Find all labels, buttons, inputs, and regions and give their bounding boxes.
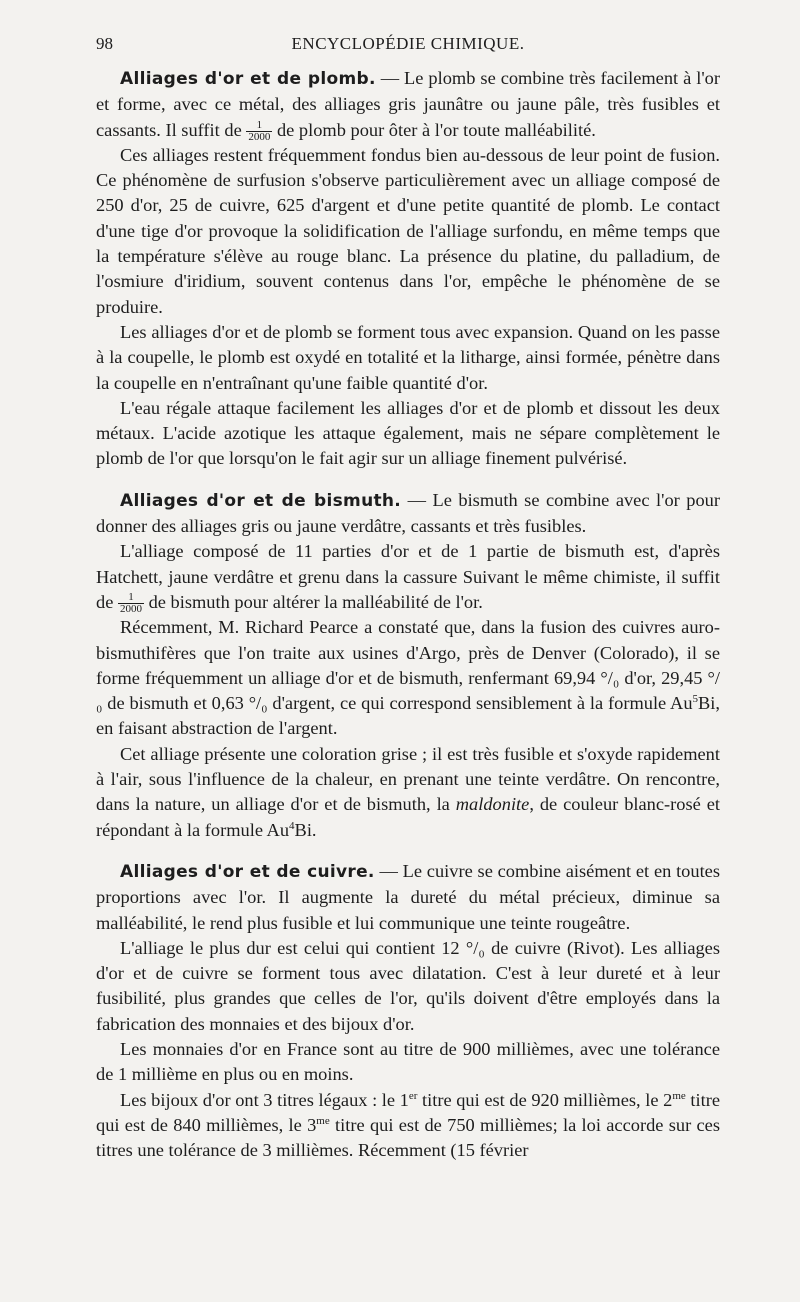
text-span: — Le bismuth se combine avec l'or pour donner des alliages gris ou jaune verdâtre, cassants et très fusibles.	[96, 489, 720, 537]
text-span: de bismuth pour altérer la malléabilité de l'or.	[143, 591, 483, 612]
mineral-name: maldonite	[455, 794, 530, 815]
section-heading-plomb: Alliages d'or et de plomb.	[120, 69, 376, 89]
paragraph: Les monnaies d'or en France sont au titre de 900 millièmes, avec une tolérance de 1 millième en plus ou en moins.	[96, 1038, 720, 1085]
fraction-denominator: 2000	[119, 603, 142, 616]
paragraph: L'alliage le plus dur est celui qui contient 12 °/₀ de cuivre (Rivot). Les alliages d'or et de cuivre se forment tous avec dilatation. C'est à leur dureté et à leur fusibilité, plus grandes que celles de l'or, qu'ils doivent d'être employés dans la fabrication des monnaies et des bijoux d'or.	[96, 937, 720, 1034]
fraction-numerator: 1	[118, 592, 144, 604]
page-body	[96, 66, 720, 1163]
paragraph	[96, 539, 720, 615]
text-span: L'alliage composé de 11 parties d'or et de 1 partie de bismuth est, d'après Hatchett, jaune verdâtre et grenu dans la cassure Suivant le même chimiste, il suffit de	[96, 541, 720, 612]
running-title: ENCYCLOPÉDIE CHIMIQUE.	[291, 34, 525, 53]
text-span: titre qui est de 840 millièmes, le 3	[96, 1089, 720, 1135]
text-span: Les bijoux d'or ont 3 titres légaux : le 1	[120, 1089, 409, 1110]
fraction-numerator: 1	[246, 120, 272, 132]
text-span: — Le cuivre se combine aisément et en toutes proportions avec l'or. Il augmente la dureté du métal précieux, diminue sa malléabilité, le rend plus fusible et lui communique une teinte rougeâtre.	[96, 860, 721, 933]
page-number: 98	[96, 34, 113, 53]
text-span: titre qui est de 750 millièmes; la loi accorde sur ces titres une tolérance de 3 millièmes. Récemment (15 février	[96, 1114, 720, 1161]
page-header	[96, 34, 720, 58]
fraction	[246, 120, 272, 143]
paragraph: Les alliages d'or et de plomb se forment tous avec expansion. Quand on les passe à la coupelle, le plomb est oxydé en totalité et la litharge, ainsi formée, pénètre dans la coupelle en n'entraînant qu'une faible quantité d'or.	[96, 321, 720, 393]
text-span: Récemment, M. Richard Pearce a constaté que, dans la fusion des cuivres auro-bismuthifères que l'on traite aux usines d'Argo, près de Denver (Colorado), il se forme fréquemment un alliage d'or et de bismuth, renfermant 69,94 °/₀ d'or, 29,45 °/₀ de bismuth et 0,63 °/₀ d'argent, ce qui correspond sensiblement à la formule Au	[96, 617, 720, 714]
paragraph	[96, 742, 720, 843]
text-span: — Le plomb se combine très facilement à l'or et forme, avec ce métal, des alliages gris jaunâtre ou jaune pâle, très fusibles et cassants. Il suffit de	[96, 68, 720, 140]
text-span: Bi, en faisant abstraction de l'argent.	[96, 693, 720, 739]
paragraph	[96, 615, 720, 741]
text-span: Cet alliage présente une coloration grise ; il est très fusible et s'oxyde rapidement à l'air, sous l'influence de la chaleur, en prenant une teinte verdâtre. On rencontre, dans la nature, un alliage d'or et de bismuth, la	[96, 743, 720, 815]
text-span: titre qui est de 920 millièmes, le 2	[417, 1089, 673, 1110]
fraction-denominator: 2000	[248, 130, 271, 143]
fraction	[118, 592, 144, 615]
paragraph	[96, 1088, 720, 1164]
section-heading-cuivre: Alliages d'or et de cuivre.	[120, 861, 375, 882]
paragraph-cuivre-intro	[96, 859, 720, 936]
paragraph: Ces alliages restent fréquemment fondus bien au-dessous de leur point de fusion. Ce phénomène de surfusion s'observe particulièrement avec un alliage composé de 250 d'or, 25 de cuivre, 625 d'argent et d'une petite quantité de plomb. Le contact d'une tige d'or provoque la solidification de l'alliage surfondu, en même temps que la température s'élève au rouge blanc. La présence du platine, du palladium, de l'osmiure d'iridium, souvent contenus dans l'or, empêche le phénomène de se produire.	[96, 144, 720, 317]
superscript: me	[672, 1089, 686, 1102]
text-span: Bi.	[294, 819, 317, 840]
superscript: er	[408, 1089, 418, 1102]
text-span: de plomb pour ôter à l'or toute malléabilité.	[272, 119, 596, 140]
text-span: , de couleur blanc-rosé et répondant à la formule Au	[96, 794, 720, 840]
paragraph-bismuth-intro	[96, 488, 720, 540]
superscript: 5	[692, 693, 699, 705]
superscript: me	[316, 1114, 330, 1127]
superscript: 4	[289, 819, 295, 832]
section-heading-bismuth: Alliages d'or et de bismuth.	[120, 490, 402, 511]
paragraph-plomb-intro	[96, 66, 720, 143]
paragraph: L'eau régale attaque facilement les alliages d'or et de plomb et dissout les deux métaux. L'acide azotique les attaque également, mais ne sépare complètement le plomb de l'or que lorsqu'on le fait agir sur un alliage finement pulvérisé.	[96, 397, 720, 469]
